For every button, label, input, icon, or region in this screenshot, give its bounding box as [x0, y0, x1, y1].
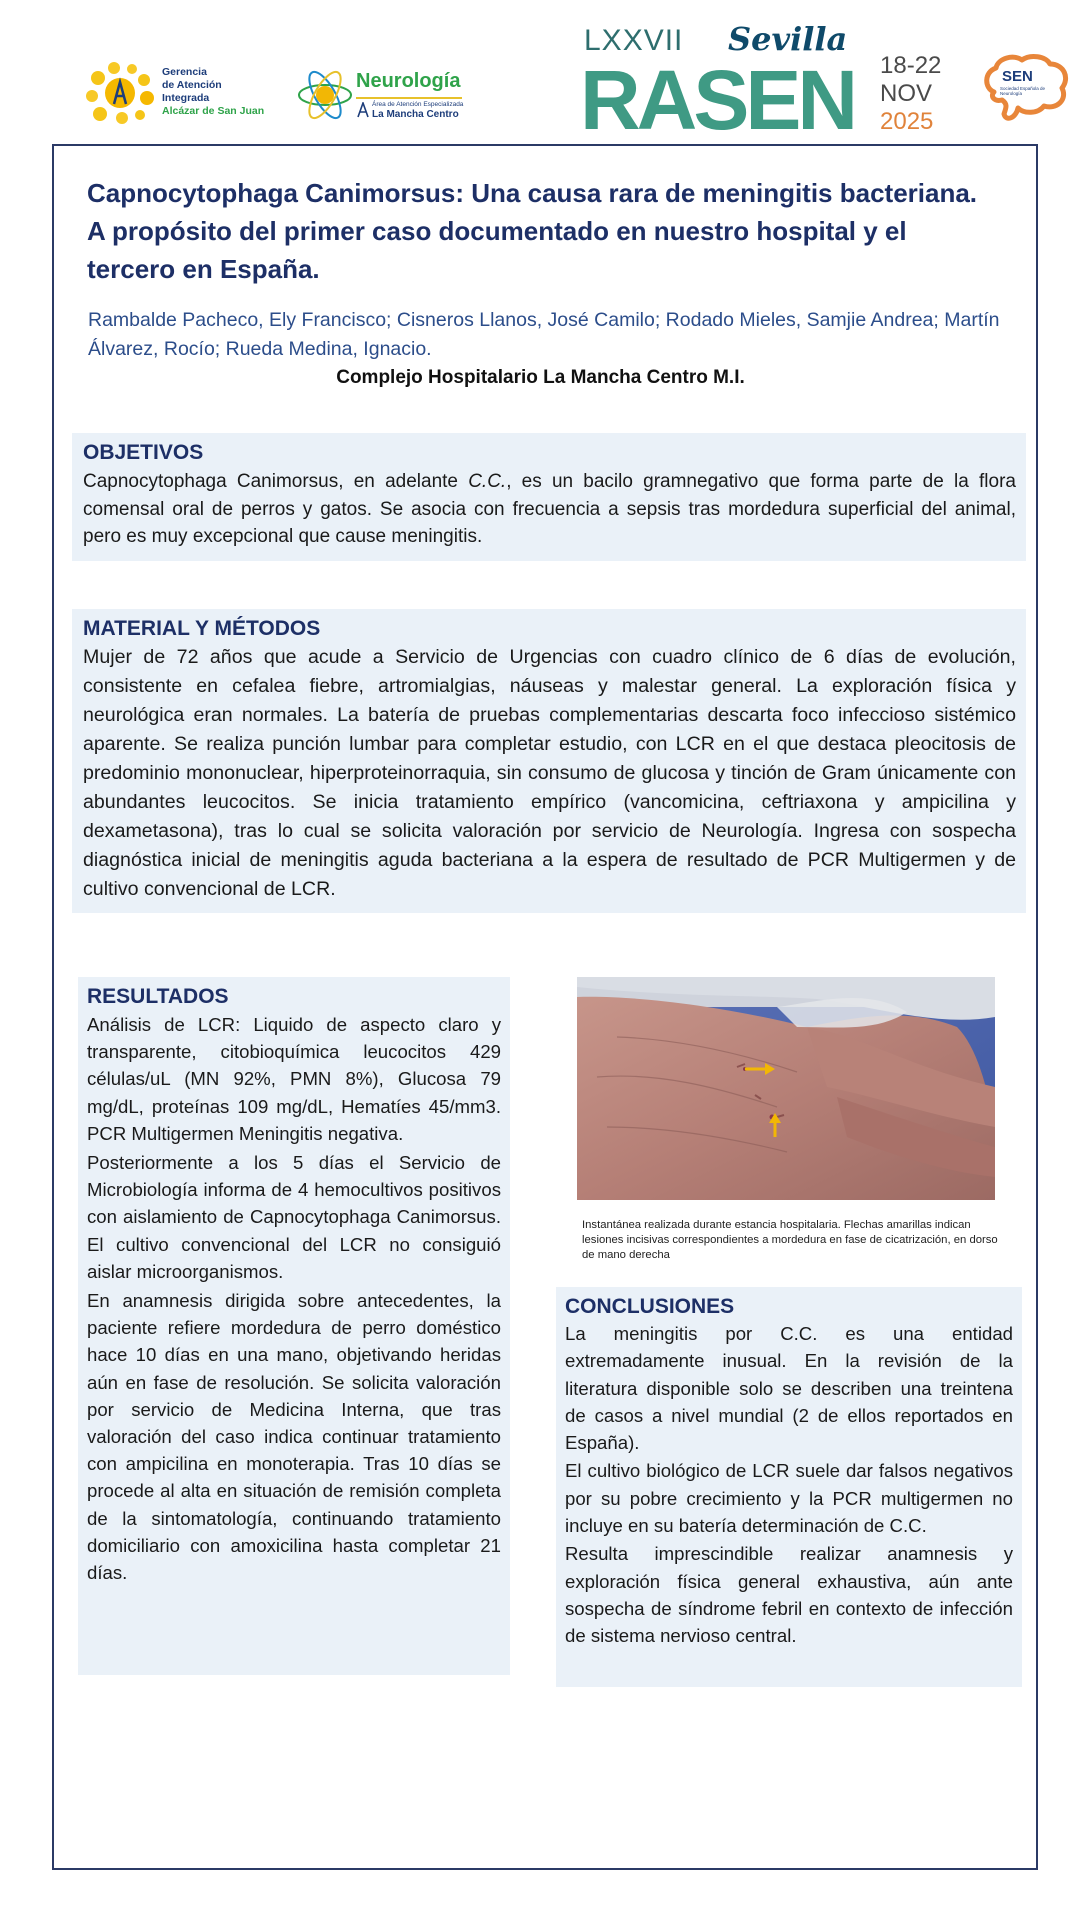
resultados-paragraph-3: En anamnesis dirigida sobre antecedentes, la paciente refiere mordedura de perro doméstico hace 10 días en una mano, objetivando heridas aún en fase de resolución. Se solicita valoración por servicio de Medicina Interna, que tras valoración del caso indica continuar tratamiento con ampicilina en monoterapia. Tras 10 días se procede al alta en situación de remisión completa de la sintomatología, continuando tratamiento domiciliario con amoxicilina hasta completar 21 días. — [87, 1290, 501, 1584]
neurologia-subtitle: Área de Atención Especializada — [372, 101, 464, 108]
event-dates: 18-22 — [880, 52, 942, 79]
sen-logo — [980, 52, 1072, 126]
event-month: NOV — [880, 80, 933, 107]
objetivos-text-start: Capnocytophaga Canimorsus, en adelante — [83, 471, 469, 492]
objetivos-heading: OBJETIVOS — [83, 441, 204, 464]
neurologia-title: Neurología — [356, 70, 461, 92]
poster-authors: Rambalde Pacheco, Ely Francisco; Cisneros Llanos, José Camilo; Rodado Mieles, Samjie Andrea; Martín Álvarez, Rocío; Rueda Medina, Ignacio. — [88, 309, 1000, 360]
resultados-paragraph-2: Posteriormente a los 5 días el Servicio de Microbiología informa de 4 hemocultivos positivos con aislamiento de Capnocytophaga Canimorsus. El cultivo convencional del LCR no consiguió aislar microorganismos. — [87, 1152, 501, 1282]
hand-wound-photo — [577, 977, 995, 1200]
gerencia-line4: Alcázar de San Juan — [162, 105, 265, 117]
atom-icon — [296, 66, 354, 124]
conclusiones-heading: CONCLUSIONES — [565, 1295, 735, 1318]
photo-caption: Instantánea realizada durante estancia hospitalaria. Flechas amarillas indican lesiones incisivas correspondientes a mordedura en fase de cicatrización, en dorso de mano derecha — [582, 1219, 998, 1261]
section-resultados — [78, 977, 510, 1675]
resultados-heading: RESULTADOS — [87, 985, 229, 1008]
gerencia-line1: Gerencia — [162, 66, 207, 78]
sen-acronym: SEN — [1002, 68, 1033, 85]
conclusiones-paragraph-3: Resulta imprescindible realizar anamnesis y exploración física general exhaustiva, aún ante sospecha de síndrome febril en contexto de infección de sistema nervioso central. — [565, 1543, 1013, 1647]
event-acronym: RASEN — [580, 53, 855, 147]
conclusiones-paragraph-2: El cultivo biológico de LCR suele dar falsos negativos por su pobre crecimiento y la PCR multigermen no incluye en su batería determinación de C.C. — [565, 1460, 1013, 1537]
rasen-event-logo — [580, 20, 960, 147]
event-city: Sevilla — [728, 20, 848, 58]
metodos-heading: MATERIAL Y MÉTODOS — [83, 617, 321, 640]
conclusiones-paragraph-1: La meningitis por C.C. es una entidad extremadamente inusual. En la revisión de la literatura disponible solo se describen una treintena de casos a nivel mundial (2 de ellos reportados en España). — [565, 1323, 1013, 1454]
neurologia-name: La Mancha Centro — [372, 109, 459, 120]
section-objetivos — [72, 433, 1026, 561]
gerencia-line3: Integrada — [162, 92, 210, 104]
metodos-text: Mujer de 72 años que acude a Servicio de Urgencias con cuadro clínico de 6 días de evolución, consistente en cefalea fiebre, artromialgias, náuseas y malestar general. La exploración física y neurológica eran normales. La batería de pruebas complementarias descarta foco infeccioso sistémico aparente. Se realiza punción lumbar para completar estudio, con LCR en el que destaca pleocitosis de predominio mononuclear, hiperproteinorraquia, sin consumo de glucosa y tinción de Gram únicamente con abundantes leucocitos. Se inicia tratamiento empírico (vancomicina, ceftriaxona y ampicilina y dexametasona), tras lo cual se solicita valoración por servicio de Neurología. Ingresa con sospecha diagnóstica inicial de meningitis aguda bacteriana a la espera de resultado de PCR Multigermen y de cultivo convencional de LCR. — [83, 646, 1016, 900]
section-conclusiones — [556, 1287, 1022, 1687]
neurologia-divider — [356, 97, 462, 99]
objetivos-text-end: , es un bacilo gramnegativo que forma parte de la flora comensal oral de perros y gatos. Se asocia con frecuencia a sepsis tras mordedura superficial del animal, pero es muy excepcional que cause meningitis. — [83, 471, 1016, 547]
event-dates-block — [880, 52, 941, 136]
neurologia-logo — [296, 62, 496, 132]
section-material-metodos — [72, 609, 1026, 913]
event-year: 2025 — [880, 108, 934, 135]
resultados-paragraph-1: Análisis de LCR: Liquido de aspecto claro y transparente, citobioquímica leucocitos 429 células/uL (MN 92%, PMN 8%), Glucosa 79 mg/dL, proteínas 109 mg/dL, Hematíes 45/mm3. PCR Multigermen Meningitis negativa. — [87, 1014, 501, 1144]
sen-name: Sociedad Española de Neurología — [1000, 86, 1046, 96]
objetivos-text — [83, 468, 1016, 551]
poster-institution: Complejo Hospitalario La Mancha Centro M.I. — [336, 367, 745, 388]
gerencia-logo — [84, 60, 284, 126]
event-edition: LXXVII — [584, 24, 684, 57]
poster-title: Capnocytophaga Canimorsus: Una causa rara de meningitis bacteriana. A propósito del primer caso documentado en nuestro hospital y el tercero en España. — [87, 178, 978, 284]
small-a-icon — [357, 102, 369, 118]
sun-circles-icon — [84, 60, 156, 126]
gerencia-line2: de Atención — [162, 79, 222, 91]
objetivos-abbrev: C.C. — [468, 471, 507, 492]
hand-photo-illustration — [577, 977, 995, 1200]
